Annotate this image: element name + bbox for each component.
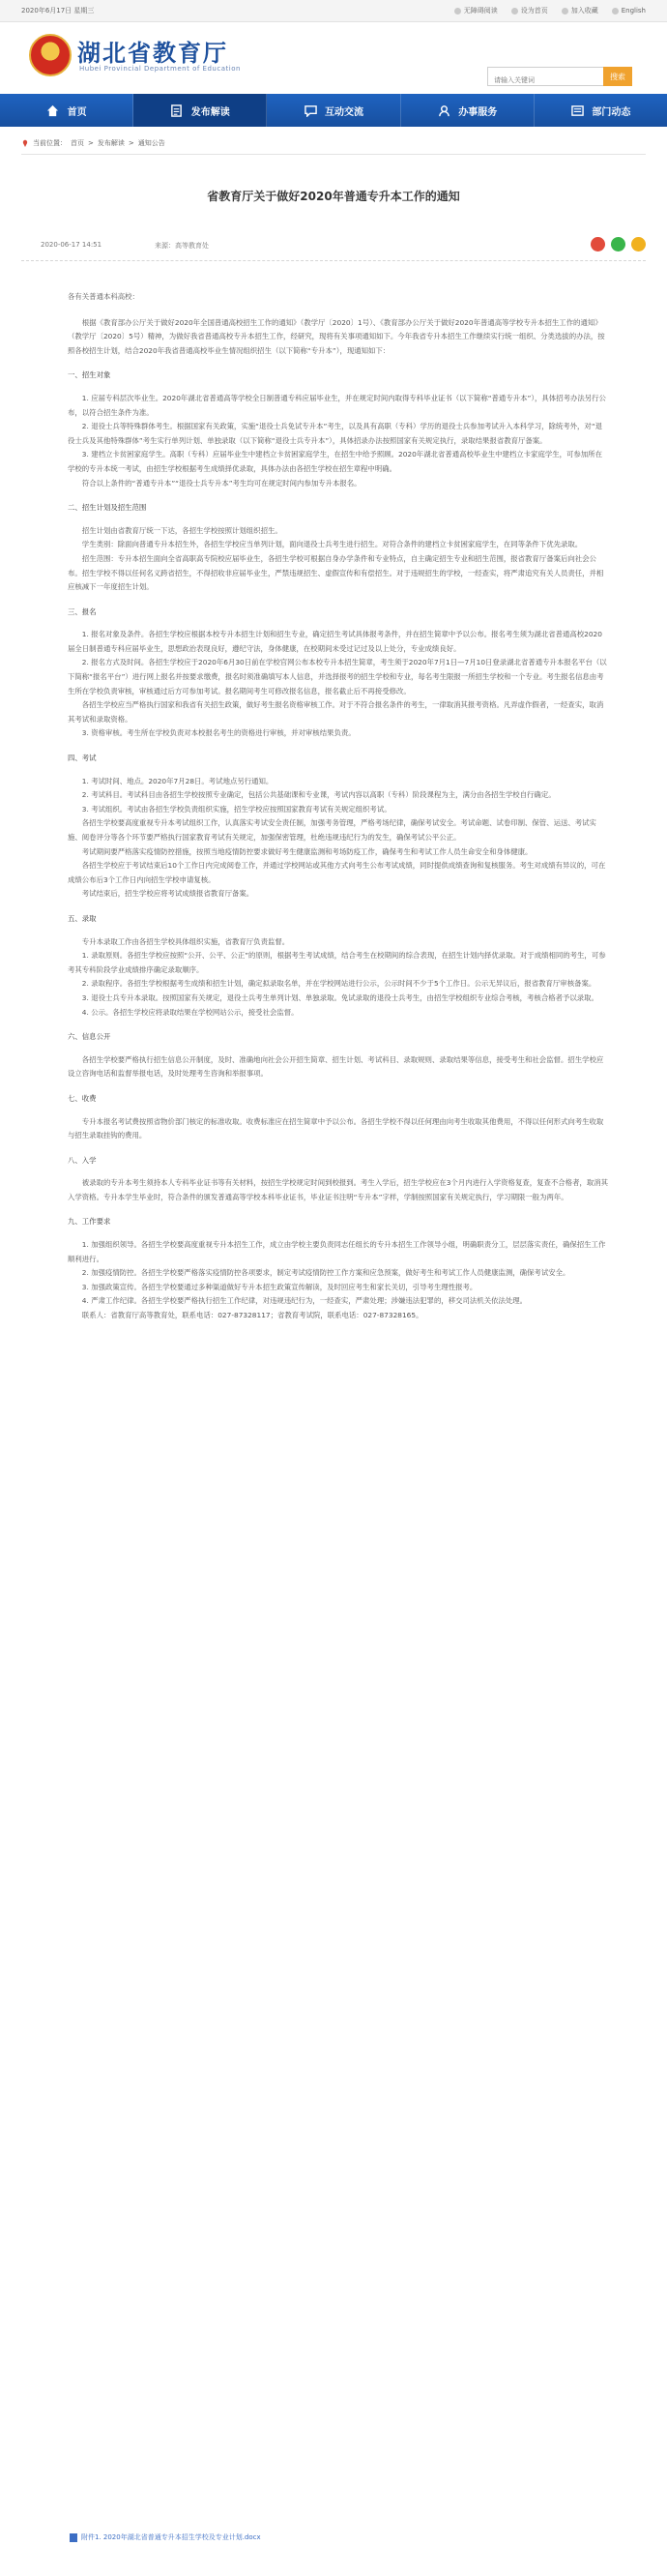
home-small-icon	[511, 8, 518, 15]
location-icon	[21, 139, 29, 147]
article-paragraph: 1. 报名对象及条件。各招生学校应根据本校专升本招生计划和招生专业，确定招生考试具体报考条件，并在招生简章中予以公布。报名考生须为湖北省普通高校2020届全日制普通专科应届毕业生，思想政治表现良好，遵纪守法，身体健康，在校期间未受过记过及以上处分，专业成绩良好。	[68, 630, 602, 653]
section-heading: 七、收费	[68, 1093, 97, 1103]
home-icon	[46, 104, 60, 117]
nav-news[interactable]: 部门动态	[535, 94, 667, 127]
article-paragraph: 2. 录取程序。各招生学校根据考生成绩和招生计划，确定拟录取名单，并在学校网站进行公示，公示时间不少于5个工作日。公示无异议后，报省教育厅审核备案。	[81, 979, 596, 989]
share-bar	[591, 237, 646, 252]
article-paragraph: 3. 退役士兵专升本录取。按照国家有关规定，退役士兵考生单列计划、单独录取。免试录取的退役士兵考生，由招生学校组织专业综合考核，考核合格者予以录取。	[81, 992, 598, 1002]
release-icon	[170, 104, 184, 117]
article-paragraph: 3. 建档立卡贫困家庭学生。高职（专科）应届毕业生中建档立卡贫困家庭学生，在招生中给予照顾。2020年湖北省普通高校毕业生中建档立卡家庭学生，可参加所在学校的专升本统一考试，由招生学校根据考生成绩择优录取，具体办法由各招生学校在招生章程中明确。	[68, 450, 602, 473]
site-subtitle: Hubei Provincial Department of Education	[79, 65, 241, 73]
english-link[interactable]: English	[612, 6, 646, 15]
attachment-label: 附件1. 2020年湖北省普通专升本招生学校及专业计划.docx	[81, 2533, 261, 2541]
article-paragraph: 3. 加强政策宣传。各招生学校要通过多种渠道做好专升本招生政策宣传解读，及时回应考生和家长关切，引导考生理性报考。	[81, 1282, 478, 1291]
article-paragraph: 招生范围：专升本招生面向全省高职高专院校应届毕业生，各招生学校可根据自身办学条件和专业特点，自主确定招生专业和招生范围，报省教育厅备案后向社会公布。招生学校不得以任何名义跨省招生，不得招收非应届毕业生，严禁违规招生、虚假宣传和有偿招生。对于违规招生的学校，一经查实，将严肃追究有关人员责任，并相应核减下一年度招生计划。	[68, 553, 604, 592]
set-homepage-link[interactable]: 设为首页	[511, 6, 548, 15]
breadcrumb-home[interactable]: 首页	[71, 139, 84, 147]
current-date: 2020年6月17日 星期三	[21, 7, 95, 15]
article-paragraph: 1. 考试时间、地点。2020年7月28日。考试地点另行通知。	[81, 776, 274, 785]
section-heading: 六、信息公开	[68, 1032, 111, 1042]
article-paragraph: 2. 退役士兵等特殊群体考生。根据国家有关政策，实施“退役士兵免试专升本”考生，以及具有高职（专科）学历的退役士兵参加考试升入本科学习，除统考外，对“退役士兵及其他特殊群体”考生实行单列计划、单独录取（以下简称“退役士兵专升本”），具体招录办法按照国家有关规定执行，录取结果报省教育厅备案。	[68, 422, 603, 445]
site-title[interactable]: 湖北省教育厅	[77, 39, 228, 67]
article-paragraph: 招生计划由省教育厅统一下达，各招生学校按照计划组织招生。	[81, 525, 282, 535]
qzone-share-icon[interactable]	[631, 237, 646, 252]
publish-date: 2020-06-17 14:51	[41, 241, 102, 249]
article-paragraph: 1. 录取原则。各招生学校应按照“公开、公平、公正”的原则，根据考生考试成绩，结合考生在校期间的综合表现，在招生计划内择优录取。对于成绩相同的考生，可参考其专科阶段学业成绩排序确定录取顺序。	[68, 951, 606, 974]
article-paragraph: 专升本录取工作由各招生学校具体组织实施，省教育厅负责监督。	[81, 936, 290, 946]
globe-icon	[612, 8, 619, 15]
site-header	[0, 22, 667, 94]
article-paragraph: 2. 报名方式及时间。各招生学校应于2020年6月30日前在学校官网公布本校专升本招生简章，考生须于2020年7月1日—7月10日登录湖北省普通专升本报名平台（以下简称“报名平台”）进行网上报名并按要求缴费，报名时须准确填写本人信息，并选择报考的招生学校和专业，每名考生限报一所招生学校和一个专业。考生报名信息由考生所在学校负责审核，审核通过后方可参加考试。报名期间考生可修改报名信息，报名截止后不再接受修改。	[68, 658, 607, 696]
search-box	[487, 67, 632, 86]
article-paragraph: 联系人：省教育厅高等教育处，联系电话：027-87328117；省教育考试院，联系电话：027-87328165。	[81, 1311, 423, 1320]
add-favorite-link[interactable]: 加入收藏	[562, 6, 598, 15]
section-heading: 八、入学	[68, 1155, 97, 1165]
article-meta	[21, 237, 646, 261]
news-icon	[570, 104, 584, 117]
article-paragraph: 2. 考试科目。考试科目由各招生学校按照专业确定，包括公共基础课和专业课，考试内容以高职（专科）阶段课程为主，满分由各招生学校自行确定。	[81, 790, 556, 800]
nav-release[interactable]: 发布解读	[133, 94, 267, 127]
article-paragraph: 符合以上条件的“普通专升本”“退役士兵专升本”考生均可在规定时间内参加专升本报名。	[81, 478, 362, 488]
section-heading: 三、报名	[68, 607, 97, 616]
search-input[interactable]	[488, 73, 606, 90]
accessibility-link[interactable]: 无障碍阅读	[454, 6, 498, 15]
article-paragraph: 各招生学校要高度重视专升本考试组织工作，认真落实考试安全责任制，加强考务管理，严格考场纪律，确保考试安全。考试命题、试卷印制、保管、运送、考试实施、阅卷评分等各个环节要严格执行国家教育考试有关规定，加强保密管理，杜绝违规违纪行为的发生，确保考试公平公正。	[68, 818, 596, 842]
section-heading: 二、招生计划及招生范围	[68, 503, 147, 513]
section-heading: 四、考试	[68, 754, 97, 763]
wechat-share-icon[interactable]	[611, 237, 625, 252]
breadcrumb-notice[interactable]: 通知公告	[137, 139, 165, 147]
nav-home[interactable]: 首页	[0, 94, 133, 127]
service-icon	[437, 104, 450, 117]
main-nav	[0, 94, 667, 127]
article-paragraph: 专升本报名考试费按照省物价部门核定的标准收取。收费标准应在招生简章中予以公布。各招生学校不得以任何理由向考生收取其他费用，不得以任何形式向考生收取与招生录取挂钩的费用。	[68, 1116, 604, 1140]
article-title: 省教育厅关于做好2020年普通专升本工作的通知	[207, 190, 460, 203]
search-button[interactable]: 搜索	[603, 67, 632, 86]
top-bar	[0, 0, 667, 22]
nav-service[interactable]: 办事服务	[401, 94, 535, 127]
document-icon	[70, 2533, 77, 2542]
section-heading: 五、录取	[68, 913, 97, 923]
article-paragraph: 学生类别：除面向普通专升本招生外，各招生学校应当单列计划，面向退役士兵考生进行招生。对符合条件的建档立卡贫困家庭学生，在同等条件下优先录取。	[81, 540, 583, 549]
chat-icon	[304, 104, 317, 117]
article-paragraph: 各招生学校要严格执行招生信息公开制度，及时、准确地向社会公开招生简章、招生计划、考试科目、录取规则、录取结果等信息，接受考生和社会监督。招生学校应设立咨询电话和监督举报电话，及时处理考生咨询和举报事项。	[68, 1054, 604, 1079]
star-icon	[562, 8, 568, 15]
article-paragraph: 3. 资格审核。考生所在学校负责对本校报名考生的资格进行审核，并对审核结果负责。	[81, 728, 356, 738]
article-paragraph: 各有关普通本科高校：	[68, 292, 139, 301]
breadcrumb-release[interactable]: 发布解读	[97, 139, 125, 147]
article-paragraph: 考试结束后，招生学校应将考试成绩报省教育厅备案。	[81, 889, 254, 899]
attachment-link[interactable]	[70, 2532, 261, 2542]
article-paragraph: 4. 公示。各招生学校应将录取结果在学校网站公示，接受社会监督。	[81, 1007, 299, 1017]
article-paragraph: 3. 考试组织。考试由各招生学校负责组织实施，招生学校应按照国家教育考试有关规定组织考试。	[81, 804, 392, 814]
article-source: 来源：高等教育处	[155, 242, 209, 250]
section-heading: 一、招生对象	[68, 370, 111, 380]
article-paragraph: 被录取的专升本考生须持本人专科毕业证书等有关材料，按招生学校规定时间到校报到。考生入学后，招生学校应在3个月内进行入学资格复查，复查不合格者，取消其入学资格。专升本学生毕业时，符合条件的颁发普通高等学校本科毕业证书，毕业证书注明“专升本”字样，学制按照国家有关规定执行，学习期限一般为两年。	[68, 1178, 609, 1201]
breadcrumb-prefix: 当前位置：	[33, 139, 67, 147]
article-paragraph: 考试期间要严格落实疫情防控措施，按照当地疫情防控要求做好考生健康监测和考场防疫工作，确保考生和考试工作人员生命安全和身体健康。	[81, 846, 533, 856]
article-paragraph: 2. 加强疫情防控。各招生学校要严格落实疫情防控各项要求，制定考试疫情防控工作方案和应急预案，做好考生和考试工作人员健康监测，确保考试安全。	[81, 1268, 570, 1278]
top-links	[454, 6, 646, 15]
article-paragraph: 1. 应届专科层次毕业生。2020年湖北省普通高等学校全日制普通专科应届毕业生，并在规定时间内取得专科毕业证书（以下简称“普通专升本”），具体招考办法另行公布，以符合招生条件为准。	[68, 393, 606, 417]
breadcrumb: 当前位置： 首页 > 发布解读 > 通知公告	[21, 133, 646, 155]
article-paragraph: 各招生学校应当严格执行国家和我省有关招生政策，做好考生报名资格审核工作。对于不符合报名条件的考生，一律取消其报考资格。凡弄虚作假者，一经查实，取消其考试和录取资格。	[68, 700, 604, 724]
article-paragraph: 1. 加强组织领导。各招生学校要高度重视专升本招生工作，成立由学校主要负责同志任组长的专升本招生工作领导小组，明确职责分工，层层落实责任，确保招生工作顺利进行。	[68, 1240, 606, 1263]
article-paragraph: 根据《教育部办公厅关于做好2020年全国普通高校招生工作的通知》（教学厅〔2020〕1号）、《教育部办公厅关于做好2020年普通高等学校专升本招生工作的通知》（教学厅〔2020〕5号）精神，为做好我省普通高校专升本招生工作，经研究，现将有关事项通知如下。今年我省专升本招生工作继续实行统一组织、分类选拔的办法，按照各校招生计划，结合2020年我省普通高校毕业生情况组织招生（以下简称“专升本”），现通知如下：	[68, 317, 605, 355]
national-emblem-logo[interactable]	[29, 34, 72, 76]
section-heading: 九、工作要求	[68, 1217, 111, 1227]
article-body	[68, 290, 609, 1323]
weibo-share-icon[interactable]	[591, 237, 605, 252]
article-paragraph: 各招生学校应于考试结束后10个工作日内完成阅卷工作，并通过学校网站或其他方式向考生公布考试成绩，同时提供成绩查询和复核服务。考生对成绩有异议的，可在成绩公布后3个工作日内向招生学校申请复核。	[68, 861, 606, 884]
nav-interaction[interactable]: 互动交流	[267, 94, 400, 127]
accessibility-icon	[454, 8, 461, 15]
article-paragraph: 4. 严肃工作纪律。各招生学校要严格执行招生工作纪律，对违规违纪行为，一经查实，严肃处理；涉嫌违法犯罪的，移交司法机关依法处理。	[81, 1296, 528, 1306]
